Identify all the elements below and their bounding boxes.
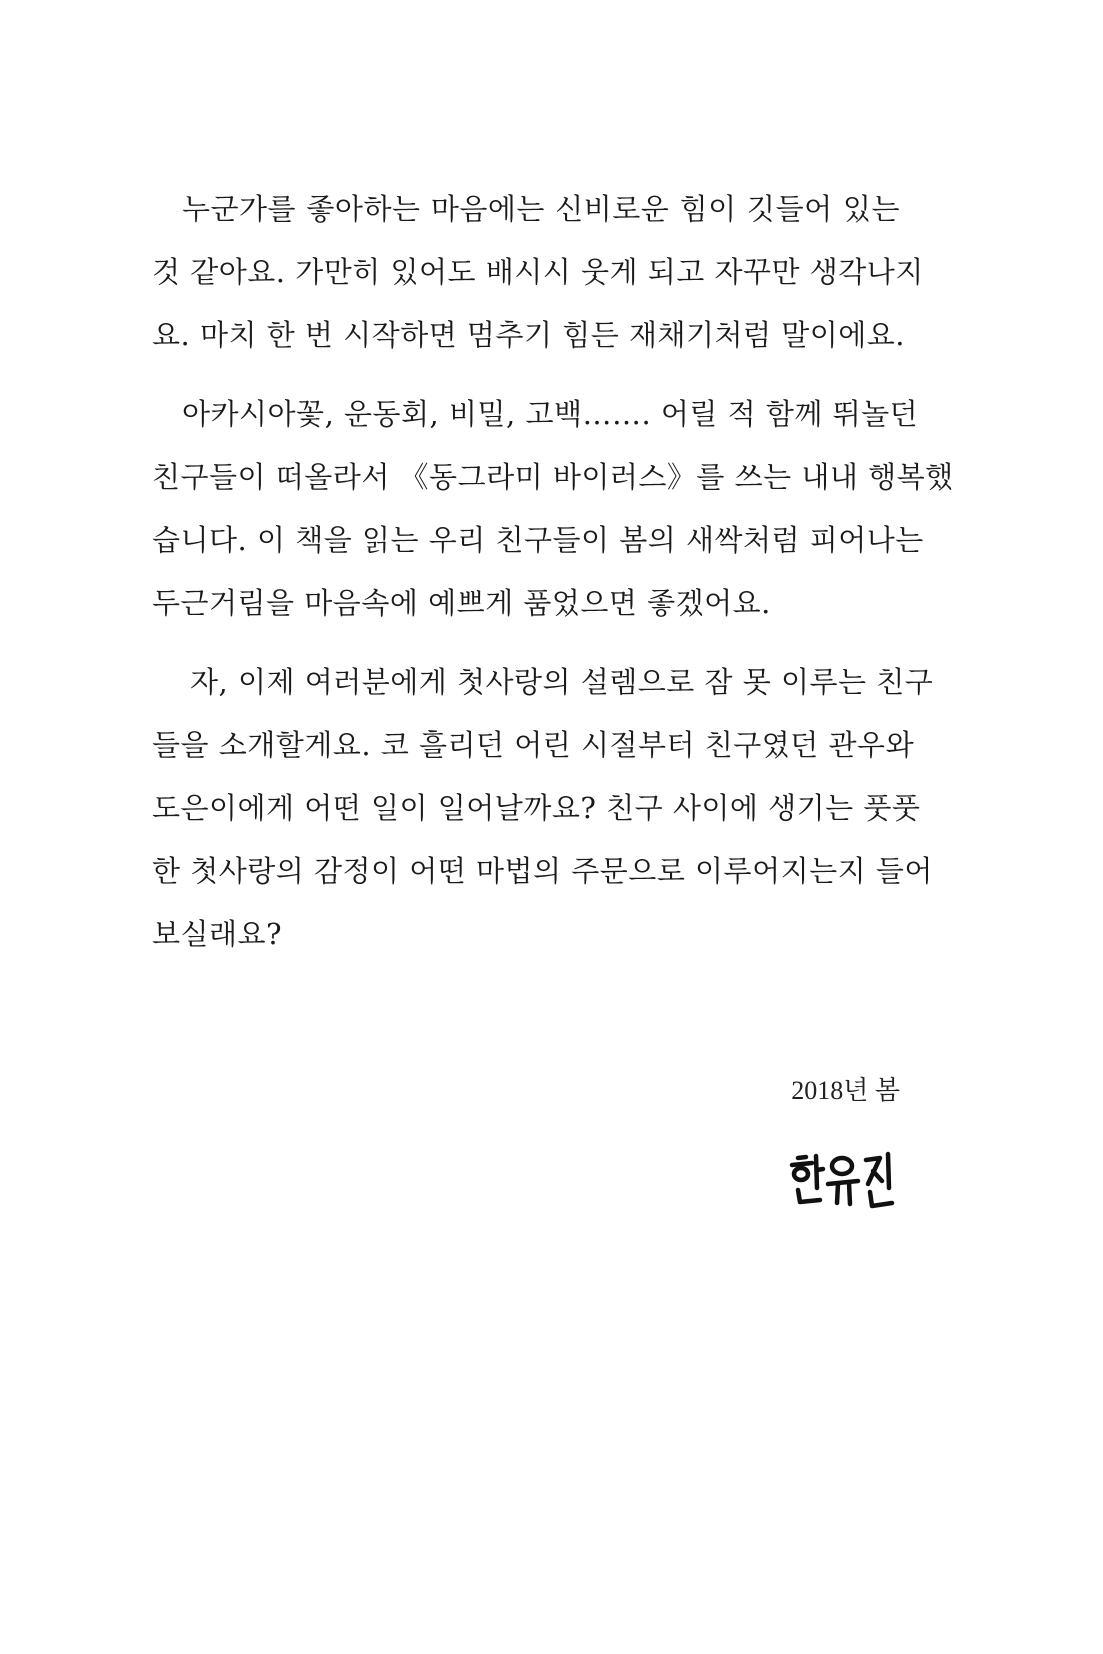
paragraph-3-line-1: 자, 이제 여러분에게 첫사랑의 설렘으로 잠 못 이루는 친구 [190, 665, 934, 699]
paragraph-1-line-1: 누군가를 좋아하는 마음에는 신비로운 힘이 깃들어 있는 [182, 192, 900, 226]
author-signature [788, 1148, 898, 1214]
preface-text [152, 178, 954, 966]
dateline: 2018년 봄 [791, 1076, 900, 1105]
paragraph-2-line-2: 친구들이 떠올라서 《동그라미 바이러스》를 쓰는 내내 행복했 [152, 460, 954, 494]
paragraph-3-line-2: 들을 소개할게요. 코 흘리던 어린 시절부터 친구였던 관우와 [152, 728, 915, 762]
paragraph-2-line-4: 두근거림을 마음속에 예쁘게 품었으면 좋겠어요. [152, 586, 771, 620]
paragraph-3-line-3: 도은이에게 어떤 일이 일어날까요? 친구 사이에 생기는 풋풋 [152, 791, 921, 825]
paragraph-1-line-2: 것 같아요. 가만히 있어도 배시시 웃게 되고 자꾸만 생각나지 [152, 255, 924, 289]
paragraph-1-line-3: 요. 마치 한 번 시작하면 멈추기 힘든 재채기처럼 말이에요. [152, 318, 906, 352]
paragraph-2-line-1: 아카시아꽃, 운동회, 비밀, 고백……. 어릴 적 함께 뛰놀던 [182, 397, 919, 431]
paragraph-3-line-4: 한 첫사랑의 감정이 어떤 마법의 주문으로 이루어지는지 들어 [152, 854, 933, 888]
paragraph-3-line-5: 보실래요? [152, 917, 283, 951]
paragraph-2-line-3: 습니다. 이 책을 읽는 우리 친구들이 봄의 새싹처럼 피어나는 [152, 523, 924, 557]
